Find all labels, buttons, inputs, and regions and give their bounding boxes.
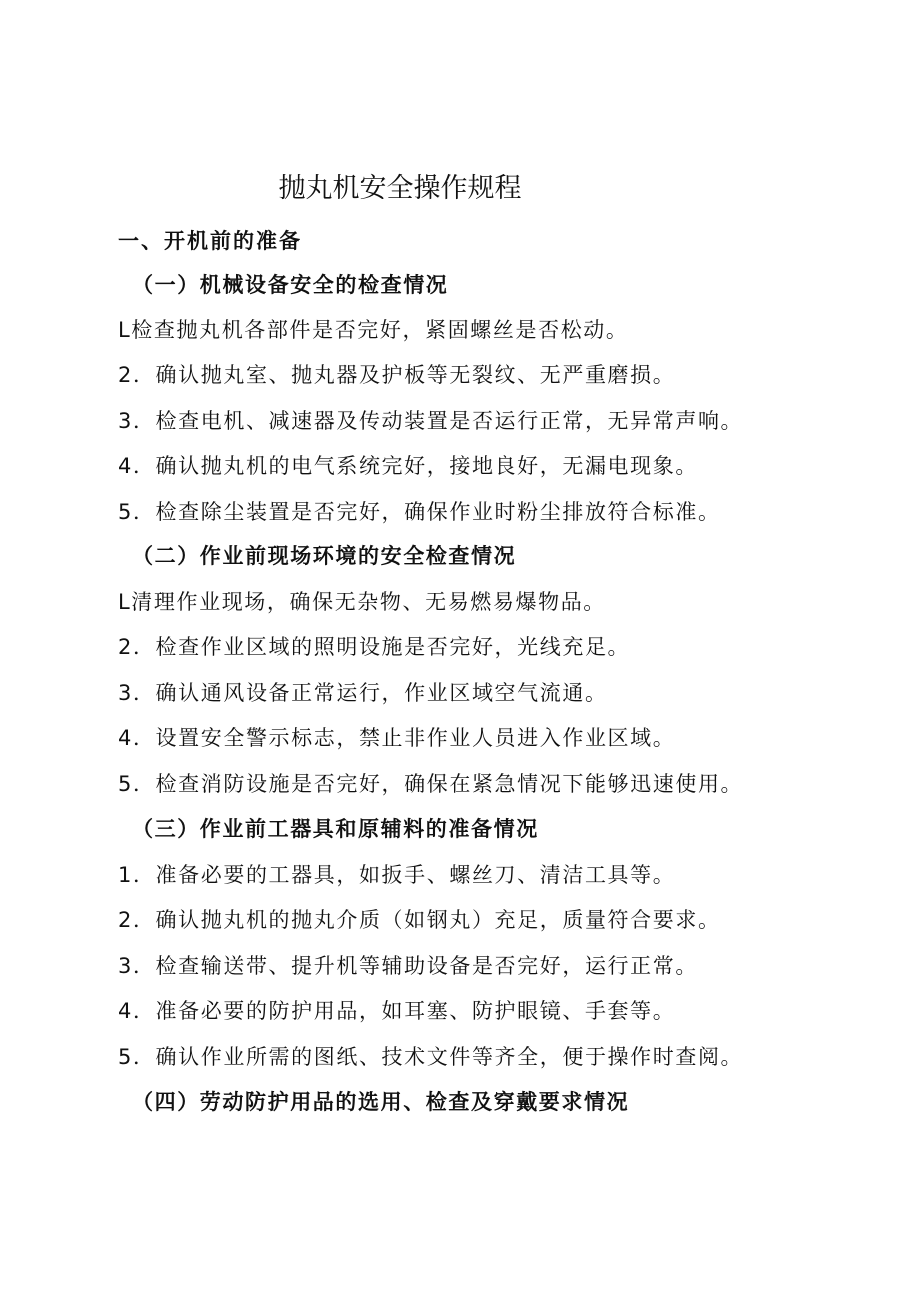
list-item: 4．确认抛丸机的电气系统完好，接地良好，无漏电现象。 xyxy=(118,454,698,478)
list-item: 5．检查消防设施是否完好，确保在紧急情况下能够迅速使用。 xyxy=(118,772,744,796)
list-item: 5．确认作业所需的图纸、技术文件等齐全，便于操作时查阅。 xyxy=(118,1045,744,1069)
list-item: L检查抛丸机各部件是否完好，紧固螺丝是否松动。 xyxy=(118,318,629,342)
list-item: 3．确认通风设备正常运行，作业区域空气流通。 xyxy=(118,681,608,705)
list-item: 5．检查除尘装置是否完好，确保作业时粉尘排放符合标准。 xyxy=(118,500,721,524)
list-item: 1．准备必要的工器具，如扳手、螺丝刀、清洁工具等。 xyxy=(118,863,676,887)
section-heading-1: 一、开机前的准备 xyxy=(118,229,302,253)
list-item: 4．准备必要的防护用品，如耳塞、防护眼镜、手套等。 xyxy=(118,999,676,1023)
subsection-heading-2: （二）作业前现场环境的安全检查情况 xyxy=(132,544,517,568)
list-item: 2．确认抛丸机的抛丸介质（如钢丸）充足，质量符合要求。 xyxy=(118,908,721,932)
document-title: 抛丸机安全操作规程 xyxy=(278,173,522,204)
subsection-heading-4: （四）劳动防护用品的选用、检查及穿戴要求情况 xyxy=(132,1090,630,1114)
list-item: 3．检查电机、减速器及传动装置是否运行正常，无异常声响。 xyxy=(118,409,744,433)
subsection-heading-3: （三）作业前工器具和原辅料的准备情况 xyxy=(132,817,539,841)
list-item: 3．检查输送带、提升机等辅助设备是否完好，运行正常。 xyxy=(118,954,698,978)
list-item: L清理作业现场，确保无杂物、无易燃易爆物品。 xyxy=(118,590,606,614)
list-item: 4．设置安全警示标志，禁止非作业人员进入作业区域。 xyxy=(118,726,676,750)
list-item: 2．检查作业区域的照明设施是否完好，光线充足。 xyxy=(118,635,631,659)
list-item: 2．确认抛丸室、抛丸器及护板等无裂纹、无严重磨损。 xyxy=(118,363,676,387)
subsection-heading-1: （一）机械设备安全的检查情况 xyxy=(132,273,449,297)
